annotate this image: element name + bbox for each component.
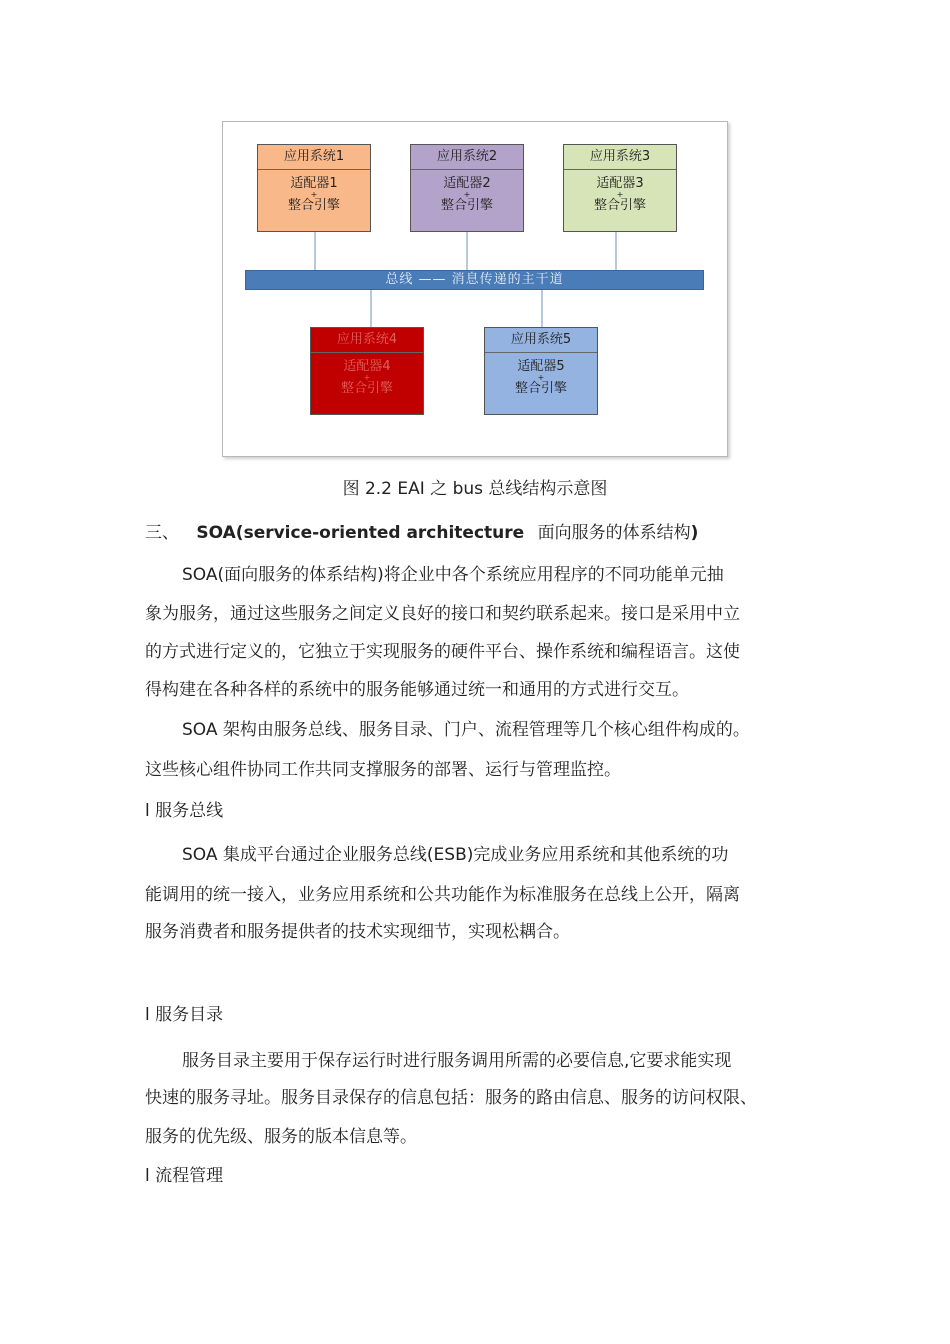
paragraph-line: 的方式进行定义的，它独立于实现服务的硬件平台、操作系统和编程语言。这使 [145,642,740,662]
plus-sign: + [310,190,318,199]
plus-sign: + [616,190,624,199]
heading-close: ) [690,523,699,543]
connector-arrow [466,232,468,270]
figure-caption: 图 2.2 EAI 之 bus 总线结构示意图 [342,479,608,499]
paragraph-line: SOA(面向服务的体系结构)将企业中各个系统应用程序的不同功能单元抽 [182,565,724,585]
engine-label: 整合引擎 [514,381,567,396]
plus-sign: + [537,373,545,382]
connector-arrow [370,290,372,327]
system-name: 应用系统4 [311,328,423,353]
connector-arrow [541,290,543,327]
system-name: 应用系统2 [411,145,523,170]
app-system-1-box [257,144,371,232]
adapter-label: 适配器1 [290,176,338,191]
app-system-3-box [563,144,677,232]
connector-arrow [615,232,617,270]
paragraph-line: SOA 架构由服务总线、服务目录、门户、流程管理等几个核心组件构成的。 [182,720,750,740]
plus-sign: + [463,190,471,199]
bullet-service-bus: l 服务总线 [145,801,224,821]
heading-number: 三、 [145,523,179,543]
heading-chinese: 面向服务的体系结构 [537,523,691,543]
paragraph-line: 得构建在各种各样的系统中的服务能够通过统一和通用的方式进行交互。 [145,680,689,700]
app-system-2-box [410,144,524,232]
engine-label: 整合引擎 [340,381,393,396]
section-heading [145,518,698,543]
paragraph-line: 能调用的统一接入，业务应用系统和公共功能作为标准服务在总线上公开，隔离 [145,885,740,905]
engine-label: 整合引擎 [287,198,340,213]
paragraph-line: 服务消费者和服务提供者的技术实现细节，实现松耦合。 [145,922,570,942]
engine-label: 整合引擎 [593,198,646,213]
adapter-label: 适配器5 [517,359,565,374]
plus-sign: + [363,373,371,382]
system-name: 应用系统1 [258,145,370,170]
app-system-4-box [310,327,424,415]
bullet-service-catalog: l 服务目录 [145,1005,224,1025]
paragraph-line: SOA 集成平台通过企业服务总线(ESB)完成业务应用系统和其他系统的功 [182,845,729,865]
adapter-label: 适配器2 [443,176,491,191]
connector-arrow [314,232,316,270]
adapter-label: 适配器4 [343,359,391,374]
engine-label: 整合引擎 [440,198,493,213]
paragraph-line: 服务目录主要用于保存运行时进行服务调用所需的必要信息,它要求能实现 [182,1051,732,1071]
paragraph-line: 这些核心组件协同工作共同支撑服务的部署、运行与管理监控。 [145,760,621,780]
paragraph-line: 服务的优先级、服务的版本信息等。 [145,1127,417,1147]
bullet-process-management: l 流程管理 [145,1166,224,1186]
message-bus: 总线 —— 消息传递的主干道 [245,270,704,290]
system-name: 应用系统5 [485,328,597,353]
paragraph-line: 快速的服务寻址。服务目录保存的信息包括：服务的路由信息、服务的访问权限、 [145,1088,757,1108]
adapter-label: 适配器3 [596,176,644,191]
system-name: 应用系统3 [564,145,676,170]
app-system-5-box [484,327,598,415]
paragraph-line: 象为服务，通过这些服务之间定义良好的接口和契约联系起来。接口是采用中立 [145,604,740,624]
heading-title: SOA(service-oriented architecture [196,523,525,543]
